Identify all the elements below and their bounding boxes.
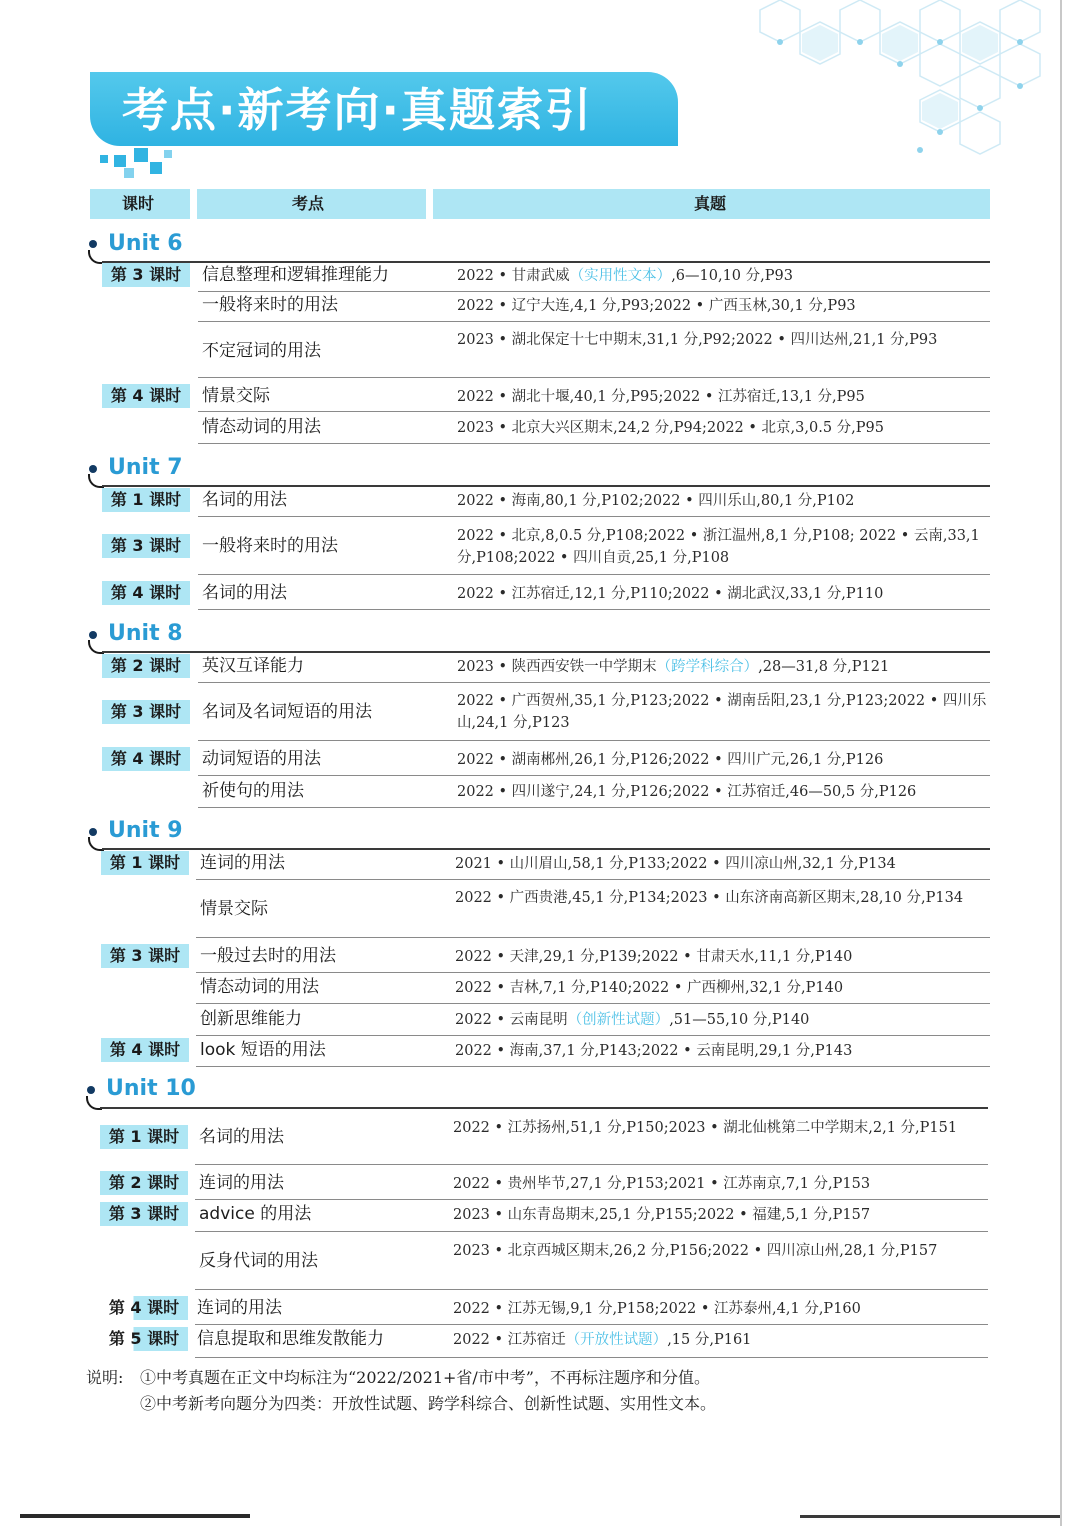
topic-text: 情景交际 <box>200 899 268 919</box>
unit-title: Unit 9 <box>108 818 183 843</box>
lesson-badge: 第 3 课时 <box>102 700 190 724</box>
decor-square <box>150 162 162 174</box>
lesson-badge: 第 2 课时 <box>100 1171 188 1195</box>
row-divider <box>198 775 990 776</box>
topic-text: look 短语的用法 <box>200 1040 326 1060</box>
notes-line-1: ①中考真题在正文中均标注为“2022/2021+省/市中考”，不再标注题序和分值。 <box>140 1368 710 1387</box>
header-exam: 真题 <box>694 194 727 213</box>
topic-text: 名词的用法 <box>202 490 287 510</box>
decor-square <box>114 155 126 167</box>
notes-line-2: ②中考新考向题分为四类：开放性试题、跨学科综合、创新性试题、实用性文本。 <box>140 1394 717 1413</box>
lesson-badge: 第 4 课时 <box>100 1296 188 1320</box>
topic-text: 连词的用法 <box>197 1298 282 1318</box>
decor-square <box>164 150 172 158</box>
row-divider <box>195 1231 988 1232</box>
topic-text: 反身代词的用法 <box>199 1251 318 1271</box>
row-divider <box>198 377 990 378</box>
unit-title: Unit 7 <box>108 455 183 480</box>
unit-bullet <box>87 1086 95 1094</box>
topic-text: 英汉互译能力 <box>202 656 304 676</box>
exam-text: 2022 • 贵州毕节,27,1 分,P153;2021 • 江苏南京,7,1 分,P153 <box>453 1176 871 1192</box>
topic-text: 祈使句的用法 <box>202 781 304 801</box>
row-divider <box>195 1164 988 1165</box>
page-bottom-bar <box>20 1514 250 1518</box>
exam-text: 2022 • 北京,8,0.5 分,P108;2022 • 浙江温州,8,1 分,P108; 2022 • 云南,33,1 分,P108;2022 • 四川自贡,25,1 分,P108 <box>457 528 980 566</box>
row-divider <box>198 609 990 610</box>
lesson-badge: 第 3 课时 <box>102 263 190 287</box>
exam-text: 2023 • 湖北保定十七中期末,31,1 分,P92;2022 • 四川达州,21,1 分,P93 <box>457 332 938 348</box>
exam-text: 2022 • 云南昆明（创新性试题）,51—55,10 分,P140 <box>455 1012 810 1028</box>
topic-text: 信息整理和逻辑推理能力 <box>202 265 389 285</box>
row-divider <box>198 443 990 444</box>
row-divider <box>195 1357 988 1358</box>
unit-title: Unit 6 <box>108 231 183 256</box>
topic-text: 连词的用法 <box>199 1173 284 1193</box>
exam-text: 2022 • 江苏宿迁,12,1 分,P110;2022 • 湖北武汉,33,1 分,P110 <box>457 586 884 602</box>
exam-text: 2022 • 辽宁大连,4,1 分,P93;2022 • 广西玉林,30,1 分,P93 <box>457 298 856 314</box>
row-divider <box>195 1199 988 1200</box>
topic-text: 情态动词的用法 <box>200 977 319 997</box>
exam-text: 2022 • 江苏无锡,9,1 分,P158;2022 • 江苏泰州,4,1 分,P160 <box>453 1301 861 1317</box>
row-divider <box>196 1066 990 1067</box>
lesson-badge: 第 4 课时 <box>102 384 190 408</box>
topic-text: 一般将来时的用法 <box>202 295 338 315</box>
exam-text: 2022 • 四川遂宁,24,1 分,P126;2022 • 江苏宿迁,46—50,5 分,P126 <box>457 784 917 800</box>
exam-text: 2023 • 北京大兴区期末,24,2 分,P94;2022 • 北京,3,0.5 分,P95 <box>457 420 884 436</box>
exam-text: 2022 • 广西贵港,45,1 分,P134;2023 • 山东济南高新区期末,28,10 分,P134 <box>455 890 964 906</box>
unit-title: Unit 10 <box>106 1076 196 1101</box>
topic-text: 名词的用法 <box>202 583 287 603</box>
row-divider <box>198 740 990 741</box>
row-divider <box>198 516 990 517</box>
row-divider <box>196 972 990 973</box>
unit-underline <box>102 485 990 487</box>
lesson-badge: 第 5 课时 <box>100 1327 188 1351</box>
notes-label: 说明: <box>86 1368 124 1387</box>
header-topic: 考点 <box>292 194 325 213</box>
exam-text: 2023 • 山东青岛期末,25,1 分,P155;2022 • 福建,5,1 分,P157 <box>453 1207 871 1223</box>
page-edge <box>1060 0 1062 1526</box>
exam-text: 2022 • 吉林,7,1 分,P140;2022 • 广西柳州,32,1 分,P140 <box>455 980 844 996</box>
exam-tag: （实用性文本） <box>569 268 672 284</box>
decor-square <box>100 155 108 163</box>
topic-text: 动词短语的用法 <box>202 749 321 769</box>
row-divider <box>198 807 990 808</box>
topic-text: 不定冠词的用法 <box>202 341 321 361</box>
topic-text: 一般过去时的用法 <box>200 946 336 966</box>
exam-tag: （开放性试题） <box>565 1332 668 1348</box>
lesson-badge: 第 3 课时 <box>102 534 190 558</box>
topic-text: 创新思维能力 <box>200 1009 302 1029</box>
topic-text: 名词的用法 <box>199 1127 284 1147</box>
exam-text: 2022 • 湖南郴州,26,1 分,P126;2022 • 四川广元,26,1 分,P126 <box>457 752 884 768</box>
unit-title: Unit 8 <box>108 621 183 646</box>
exam-text: 2023 • 陕西西安铁一中学期末（跨学科综合）,28—31,8 分,P121 <box>457 659 890 675</box>
exam-text: 2022 • 江苏宿迁（开放性试题）,15 分,P161 <box>453 1332 752 1348</box>
row-divider <box>196 937 990 938</box>
page-title: 考点·新考向·真题索引 <box>122 83 593 137</box>
exam-text: 2022 • 湖北十堰,40,1 分,P95;2022 • 江苏宿迁,13,1 分,P95 <box>457 389 865 405</box>
decor-square <box>124 168 134 178</box>
exam-text: 2022 • 甘肃武威（实用性文本）,6—10,10 分,P93 <box>457 268 793 284</box>
unit-underline <box>100 1107 988 1109</box>
row-divider <box>198 321 990 322</box>
unit-bullet <box>89 240 97 248</box>
row-divider <box>195 1324 988 1325</box>
exam-text: 2022 • 天津,29,1 分,P139;2022 • 甘肃天水,11,1 分,P140 <box>455 949 853 965</box>
unit-underline <box>102 848 990 850</box>
row-divider <box>195 1289 988 1290</box>
lesson-badge: 第 1 课时 <box>100 1125 188 1149</box>
topic-text: 情态动词的用法 <box>202 417 321 437</box>
header-lesson: 课时 <box>122 194 155 213</box>
unit-bullet <box>89 465 97 473</box>
lesson-badge: 第 3 课时 <box>101 944 189 968</box>
row-divider <box>196 1035 990 1036</box>
topic-text: advice 的用法 <box>199 1204 312 1224</box>
exam-text: 2022 • 江苏扬州,51,1 分,P150;2023 • 湖北仙桃第二中学期末,2,1 分,P151 <box>453 1120 958 1136</box>
exam-text: 2023 • 北京西城区期末,26,2 分,P156;2022 • 四川凉山州,28,1 分,P157 <box>453 1243 938 1259</box>
exam-tag: （跨学科综合） <box>656 659 759 675</box>
row-divider <box>198 574 990 575</box>
exam-text: 2022 • 海南,37,1 分,P143;2022 • 云南昆明,29,1 分,P143 <box>455 1043 853 1059</box>
exam-text: 2021 • 山川眉山,58,1 分,P133;2022 • 四川凉山州,32,1 分,P134 <box>455 856 896 872</box>
topic-text: 一般将来时的用法 <box>202 536 338 556</box>
row-divider <box>198 682 990 683</box>
exam-text: 2022 • 海南,80,1 分,P102;2022 • 四川乐山,80,1 分,P102 <box>457 493 855 509</box>
lesson-badge: 第 1 课时 <box>101 851 189 875</box>
lesson-badge: 第 4 课时 <box>101 1038 189 1062</box>
topic-text: 连词的用法 <box>200 853 285 873</box>
lesson-badge: 第 1 课时 <box>102 488 190 512</box>
exam-tag: （创新性试题） <box>567 1012 670 1028</box>
topic-text: 信息提取和思维发散能力 <box>197 1329 384 1349</box>
topic-text: 名词及名词短语的用法 <box>202 702 372 722</box>
row-divider <box>196 879 990 880</box>
row-divider <box>196 1003 990 1004</box>
page-bottom-bar <box>800 1515 1060 1518</box>
row-divider <box>198 291 990 292</box>
lesson-badge: 第 3 课时 <box>100 1202 188 1226</box>
hexagon-decoration-icon <box>720 0 1060 170</box>
unit-bullet <box>89 631 97 639</box>
lesson-badge: 第 2 课时 <box>102 654 190 678</box>
decor-square <box>134 148 148 162</box>
lesson-badge: 第 4 课时 <box>102 581 190 605</box>
unit-bullet <box>89 828 97 836</box>
unit-underline <box>102 651 990 653</box>
row-divider <box>198 411 990 412</box>
topic-text: 情景交际 <box>202 386 270 406</box>
lesson-badge: 第 4 课时 <box>102 747 190 771</box>
exam-text: 2022 • 广西贺州,35,1 分,P123;2022 • 湖南岳阳,23,1 分,P123;2022 • 四川乐山,24,1 分,P123 <box>457 693 987 731</box>
